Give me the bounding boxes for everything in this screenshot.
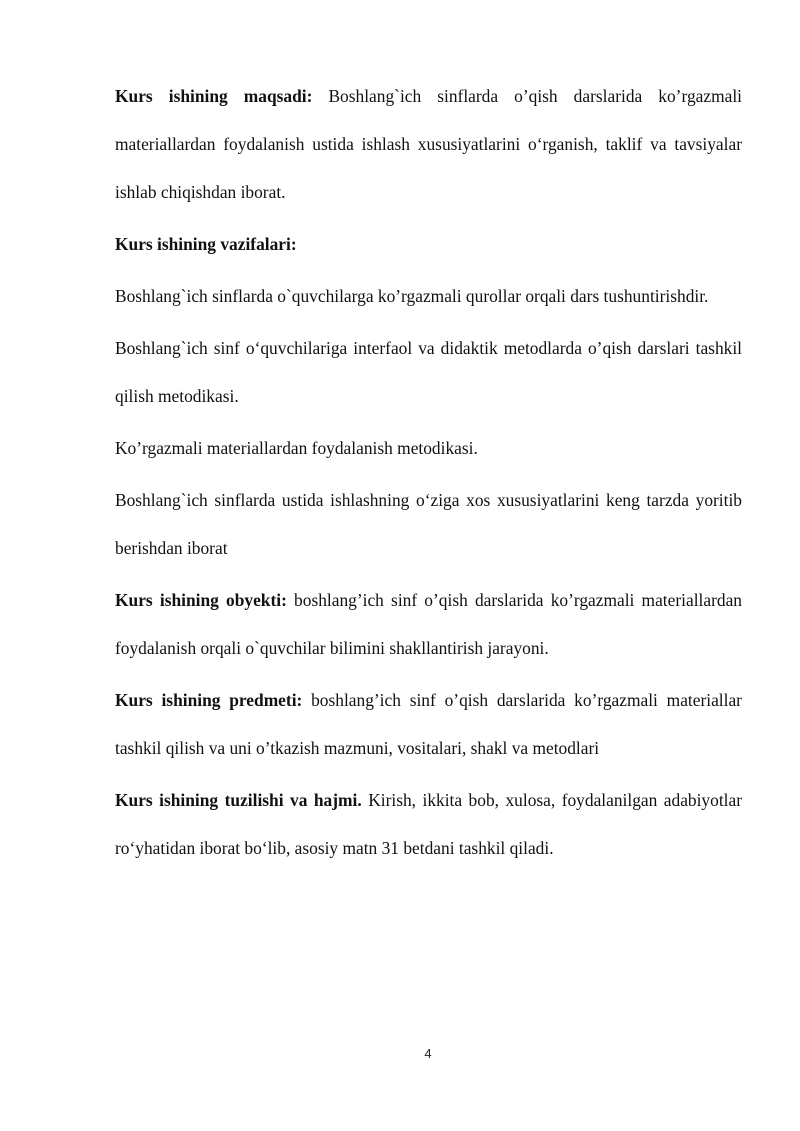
task-item-2: Boshlang`ich sinf o‘quvchilariga interfaol va didaktik metodlarda o’qish darslari tashkil qilish metodikasi. (115, 338, 742, 406)
subject-label: Kurs ishining predmeti: (115, 690, 303, 710)
subject-paragraph (115, 676, 742, 772)
subject-text: boshlang’ich sinf o’qish darslarida ko’rgazmali materiallar tashkil qilish va uni o’tkazish mazmuni, vositalari, shakl va metodlari (115, 690, 742, 758)
goal-paragraph (115, 72, 742, 216)
tasks-heading: Kurs ishining vazifalari: (115, 234, 297, 254)
object-label: Kurs ishining obyekti: (115, 590, 287, 610)
page-number: 4 (424, 1046, 432, 1061)
document-page (115, 72, 742, 876)
task-item-4: Boshlang`ich sinflarda ustida ishlashning o‘ziga xos xususiyatlarini keng tarzda yoritib berishdan iborat (115, 490, 742, 558)
structure-paragraph (115, 776, 742, 872)
object-paragraph (115, 576, 742, 672)
structure-label: Kurs ishining tuzilishi va hajmi. (115, 790, 362, 810)
goal-label: Kurs ishining maqsadi: (115, 86, 313, 106)
structure-text: Kirish, ikkita bob, xulosa, foydalanilgan adabiyotlar ro‘yhatidan iborat bo‘lib, asosiy matn 31 betdani tashkil qiladi. (115, 790, 742, 858)
goal-text: Boshlang`ich sinflarda o’qish darslarida ko’rgazmali materiallardan foydalanish ustida ishlash xususiyatlarini o‘rganish, taklif va tavsiyalar ishlab chiqishdan iborat. (115, 86, 742, 202)
object-text: boshlang’ich sinf o’qish darslarida ko’rgazmali materiallardan foydalanish orqali o`quvchilar bilimini shakllantirish jarayoni. (115, 590, 742, 658)
task-item-3: Ko’rgazmali materiallardan foydalanish metodikasi. (115, 438, 478, 458)
task-item-1: Boshlang`ich sinflarda o`quvchilarga ko’rgazmali qurollar orqali dars tushuntirishdir. (115, 286, 709, 306)
